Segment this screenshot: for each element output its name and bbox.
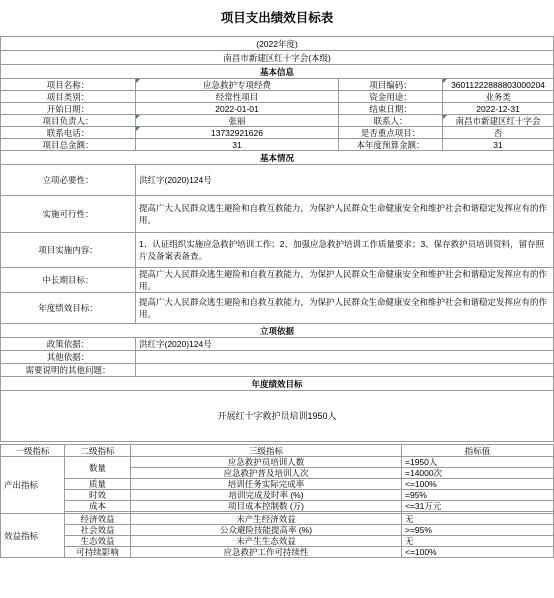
table-row: <=100% xyxy=(402,547,554,558)
project-name-label: 项目名称： xyxy=(1,79,136,91)
table-row: 未产生经济效益 xyxy=(131,514,402,525)
budget-amount-label: 本年度预算金额： xyxy=(339,139,443,151)
leader-value: 张丽 xyxy=(136,115,339,127)
annual-label: 年度绩效目标： xyxy=(1,293,136,324)
table-row: 培训任务实际完成率 xyxy=(131,479,402,490)
leader-label: 项目负责人： xyxy=(1,115,136,127)
effect-indicator-label: 效益指标 xyxy=(1,514,65,558)
notes-value xyxy=(136,364,554,377)
eco-label: 生态效益 xyxy=(65,536,131,547)
table-row: =14000次 xyxy=(402,468,554,479)
unit-name: 南昌市新建区红十字会(本级) xyxy=(1,51,554,65)
policy-value: 洪红字(2020)124号 xyxy=(136,338,554,351)
indicator-header-level3: 三级指标 xyxy=(131,445,402,457)
fiscal-year: (2022年度) xyxy=(1,37,554,51)
social-label: 社会效益 xyxy=(65,525,131,536)
table-row: 无 xyxy=(402,514,554,525)
time-label: 时效 xyxy=(65,490,131,501)
fund-use-label: 资金用途： xyxy=(339,91,443,103)
phone-label: 联系电话： xyxy=(1,127,136,139)
annual-value: 提高广大人民群众逃生避险和自救互救能力，为保护人民群众生命健康安全和维护社会和谐稳定发挥应有的作用。 xyxy=(136,293,554,324)
end-date-value: 2022-12-31 xyxy=(443,103,554,115)
contact-value: 南昌市新建区红十字会 xyxy=(443,115,554,127)
project-code-label: 项目编码： xyxy=(339,79,443,91)
key-project-label: 是否重点项目： xyxy=(339,127,443,139)
midterm-value: 提高广大人民群众逃生避险和自救互救能力，为保护人民群众生命健康安全和维护社会和谐稳定发挥应有的作用。 xyxy=(136,268,554,293)
necessity-label: 立项必要性： xyxy=(1,165,136,196)
notes-label: 需要说明的其他问题： xyxy=(1,364,136,377)
content-value: 1、认证组织实施应急救护培训工作；2、加强应急救护培训工作质量要求；3、保存救护员培训资料，留存照片及备案表备查。 xyxy=(136,233,554,268)
start-date-value: 2022-01-01 xyxy=(136,103,339,115)
table-row: >=95% xyxy=(402,525,554,536)
budget-amount-value: 31 xyxy=(443,139,554,151)
indicator-header-level1: 一级指标 xyxy=(1,445,65,457)
fund-use-value: 业务类 xyxy=(443,91,554,103)
content-label: 项目实施内容： xyxy=(1,233,136,268)
table-row: =1950人 xyxy=(402,457,554,468)
total-amount-value: 31 xyxy=(136,139,339,151)
econ-label: 经济效益 xyxy=(65,514,131,525)
other-basis-label: 其他依据： xyxy=(1,351,136,364)
project-type-label: 项目类别： xyxy=(1,91,136,103)
necessity-value: 洪红字(2020)124号 xyxy=(136,165,554,196)
page-title: 项目支出绩效目标表 xyxy=(220,11,334,25)
annual-goal-text: 开展红十字救护员培训1950人 xyxy=(1,391,554,442)
sustain-label: 可持续影响 xyxy=(65,547,131,558)
table-row: 项目成本控制数 (万) xyxy=(131,501,402,512)
indicator-header-level2: 二级指标 xyxy=(65,445,131,457)
feasibility-label: 实施可行性： xyxy=(1,196,136,233)
feasibility-value: 提高广大人民群众逃生避险和自救互救能力，为保护人民群众生命健康安全和维护社会和谐稳定发挥应有的作用。 xyxy=(136,196,554,233)
table-row: <=100% xyxy=(402,479,554,490)
section-basic-status: 基本情况 xyxy=(1,151,554,165)
table-row: =95% xyxy=(402,490,554,501)
indicator-header-value: 指标值 xyxy=(402,445,554,457)
total-amount-label: 项目总金额： xyxy=(1,139,136,151)
output-indicator-label: 产出指标 xyxy=(1,457,65,514)
table-row: 无 xyxy=(402,536,554,547)
table-row: 未产生生态效益 xyxy=(131,536,402,547)
table-row: 应急救护工作可持续性 xyxy=(131,547,402,558)
project-name-value: 应急救护专项经费 xyxy=(136,79,339,91)
table-row: 应急救护普及培训人次 xyxy=(131,468,402,479)
midterm-label: 中长期目标： xyxy=(1,268,136,293)
table-row: 培训完成及时率 (%) xyxy=(131,490,402,501)
other-basis-value xyxy=(136,351,554,364)
table-row: 应急救护员培训人数 xyxy=(131,457,402,468)
start-date-label: 开始日期： xyxy=(1,103,136,115)
project-code-value: 36011222888803000204 xyxy=(443,79,554,91)
indicator-table xyxy=(0,444,554,558)
section-basic-info: 基本信息 xyxy=(1,65,554,79)
policy-label: 政策依据： xyxy=(1,338,136,351)
contact-label: 联系人： xyxy=(339,115,443,127)
quantity-label: 数量 xyxy=(65,457,131,479)
section-annual-goal: 年度绩效目标 xyxy=(1,377,554,391)
key-project-value: 否 xyxy=(443,127,554,139)
table-row: 公众避险技能提高率 (%) xyxy=(131,525,402,536)
section-basis: 立项依据 xyxy=(1,324,554,338)
end-date-label: 结束日期： xyxy=(339,103,443,115)
cost-label: 成本 xyxy=(65,501,131,512)
phone-value: 13732921626 xyxy=(136,127,339,139)
project-type-value: 经常性项目 xyxy=(136,91,339,103)
quality-label: 质量 xyxy=(65,479,131,490)
table-row: <=31万元 xyxy=(402,501,554,512)
